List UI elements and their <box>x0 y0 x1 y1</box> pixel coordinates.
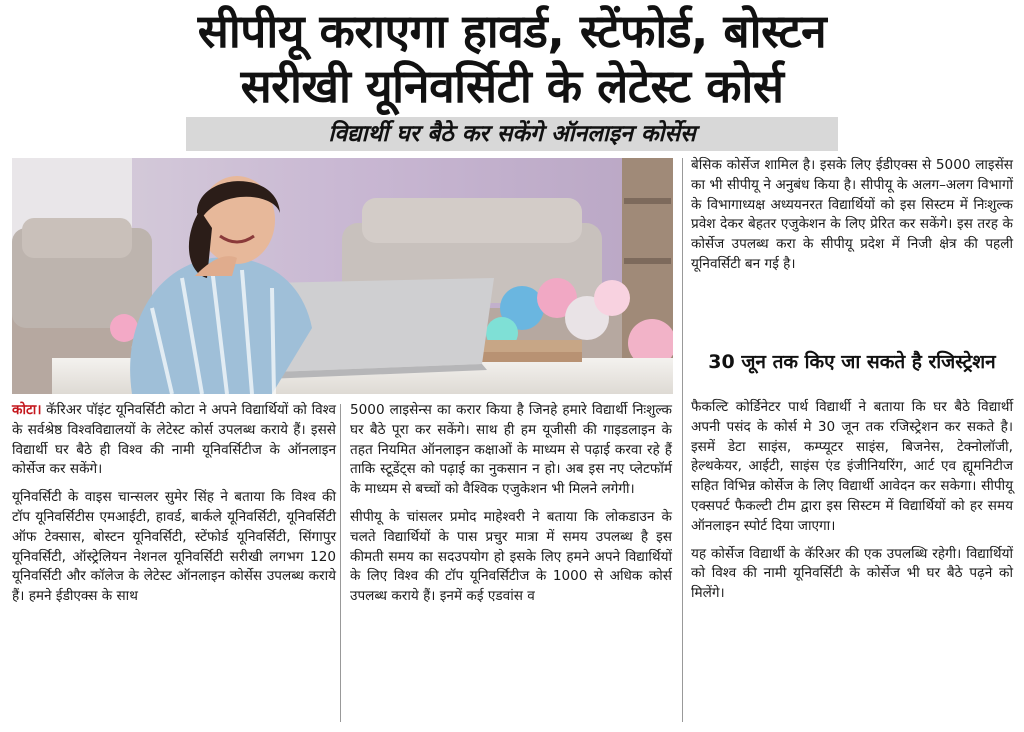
paragraph: बेसिक कोर्सेज शामिल है। इसके लिए ईडीएक्स से 5000 लाइसेंस का भी सीपीयू ने अनुबंध किया है। सीपीयू के अलग–अलग विभागों के विभागाध्यक्ष अध्ययनरत विद्यार्थियों को इस सिस्टम में निःशुल्क प्रवेश देकर बेहतर एजुकेशन के लिए प्रेरित कर सकेंगे। इस तरह के कोर्सेज उपलब्ध करा के सीपीयू प्रदेश में निजी क्षेत्र की पहली यूनिवर्सिटी बन गई है। <box>691 157 1013 272</box>
paragraph-text: कॅरिअर पॉइंट यूनिवर्सिटी कोटा ने अपने विद्यार्थियों को विश्व के सर्वश्रेष्ठ विश्वविद्यालयों के लेटेस्ट कोर्स उपलब्ध कराये हैं। इससे विद्यार्थी घर बैठे ही विश्व की नामी यूनिवर्सिटीज के ऑनलाइन कोर्सेज कर सकेंगे। <box>12 402 336 478</box>
article-column-1 <box>12 401 336 615</box>
subheadline: विद्यार्थी घर बैठे कर सकेंगे ऑनलाइन कोर्सेस <box>186 117 838 151</box>
student-with-laptop-photo <box>12 158 673 394</box>
article-column-3-top <box>691 156 1013 283</box>
paragraph: यह कोर्सेज विद्यार्थी के कॅरिअर की एक उपलब्धि रहेगी। विद्यार्थियों को विश्व की नामी यूनिवर्सिटी के कोर्सेज भी घर बैठे पढ़ने को मिलेंगे। <box>691 545 1013 602</box>
dateline: कोटा। <box>12 402 42 418</box>
paragraph: 5000 लाइसेन्स का करार किया है जिनहे हमारे विद्यार्थी निःशुल्क घर बैठे पूरा कर सकेंगे। साथ ही हम यूजीसी की गाइडलाइन के तहत नियमित ऑनलाइन कक्षाओं के माध्यम से पढ़ाई करवा रहे हैं ताकि स्टूडेंट्स को पढ़ाई का नुकसान न हो। अब इस नए प्लेटफॉर्म के माध्यम से बच्चों को वैश्विक एजुकेशन भी मिलने लगेगी। <box>350 402 672 498</box>
section-subheading: 30 जून तक किए जा सकते है रजिस्ट्रेशन <box>708 351 996 373</box>
paragraph: फैकल्टि कोर्डिनेटर पार्थ विद्यार्थी ने बताया कि घर बैठे विद्यार्थी अपनी पसंद के कोर्स मे 30 जून तक रजिस्ट्रेशन कर सकते है। इसमें डेटा साइंस, कम्प्यूटर साइंस, बिजनेस, टेक्नोलॉजी, हेल्थकेयर, आईटी, साइंस एंड इंजीनियरिंग, आर्ट एव ह्यूमनिटीज सहित विभिन्न कोर्सेज के लिए विद्यार्थी आवेदन कर सकेगा। सीपीयू एक्सपर्ट फैकल्टी टीम द्वारा इस सिस्टम में विद्यार्थियों को हर समय ऑनलाइन स्पोर्ट दिया जाएगा। <box>691 399 1013 534</box>
paragraph: यूनिवर्सिटी के वाइस चान्सलर सुमेर सिंह ने बताया कि विश्व की टॉप यूनिवर्सिटीस एमआईटी, हावर्ड, बार्कले यूनिवर्सिटी, यूनिवर्सिटी ऑफ टेक्सास, बोस्टन यूनिवर्सिटी, स्टेंफोर्ड यूनिवर्सिटी, सिंगापुर यूनिवर्सिटी, ऑस्ट्रेलियन नेशनल यूनिवर्सिटी सरीखी लगभग 120 यूनिवर्सिटी और कॉलेज के लेटेस्ट ऑनलाइन कोर्सेस उपलब्ध कराये हैं। हमने ईडीएक्स के साथ <box>12 489 336 605</box>
paragraph <box>12 401 336 480</box>
paragraph: सीपीयू के चांसलर प्रमोद माहेश्वरी ने बताया कि लोकडाउन के चलते विद्यार्थियों के पास प्रचुर मात्रा में समय उपलब्ध है इस कीमती समय का सदउपयोग हो इसके लिए हमने अपने विद्यार्थियों के लिए विश्व की टॉप यूनिवर्सिटीज के 1000 से अधिक कोर्स उपलब्ध कराये हैं। इनमें कई एडवांस व <box>350 508 672 605</box>
headline-line-2: सरीखी यूनिवर्सिटी के लेटेस्ट कोर्स <box>240 59 784 113</box>
article-column-3-bottom <box>691 398 1013 612</box>
article-column-2 <box>350 401 672 615</box>
headline-line-1: सीपीयू कराएगा हावर्ड, स्टेंफोर्ड, बोस्टन <box>197 4 827 58</box>
column-divider <box>682 158 683 722</box>
headline <box>0 4 1024 114</box>
column-divider <box>340 404 341 722</box>
